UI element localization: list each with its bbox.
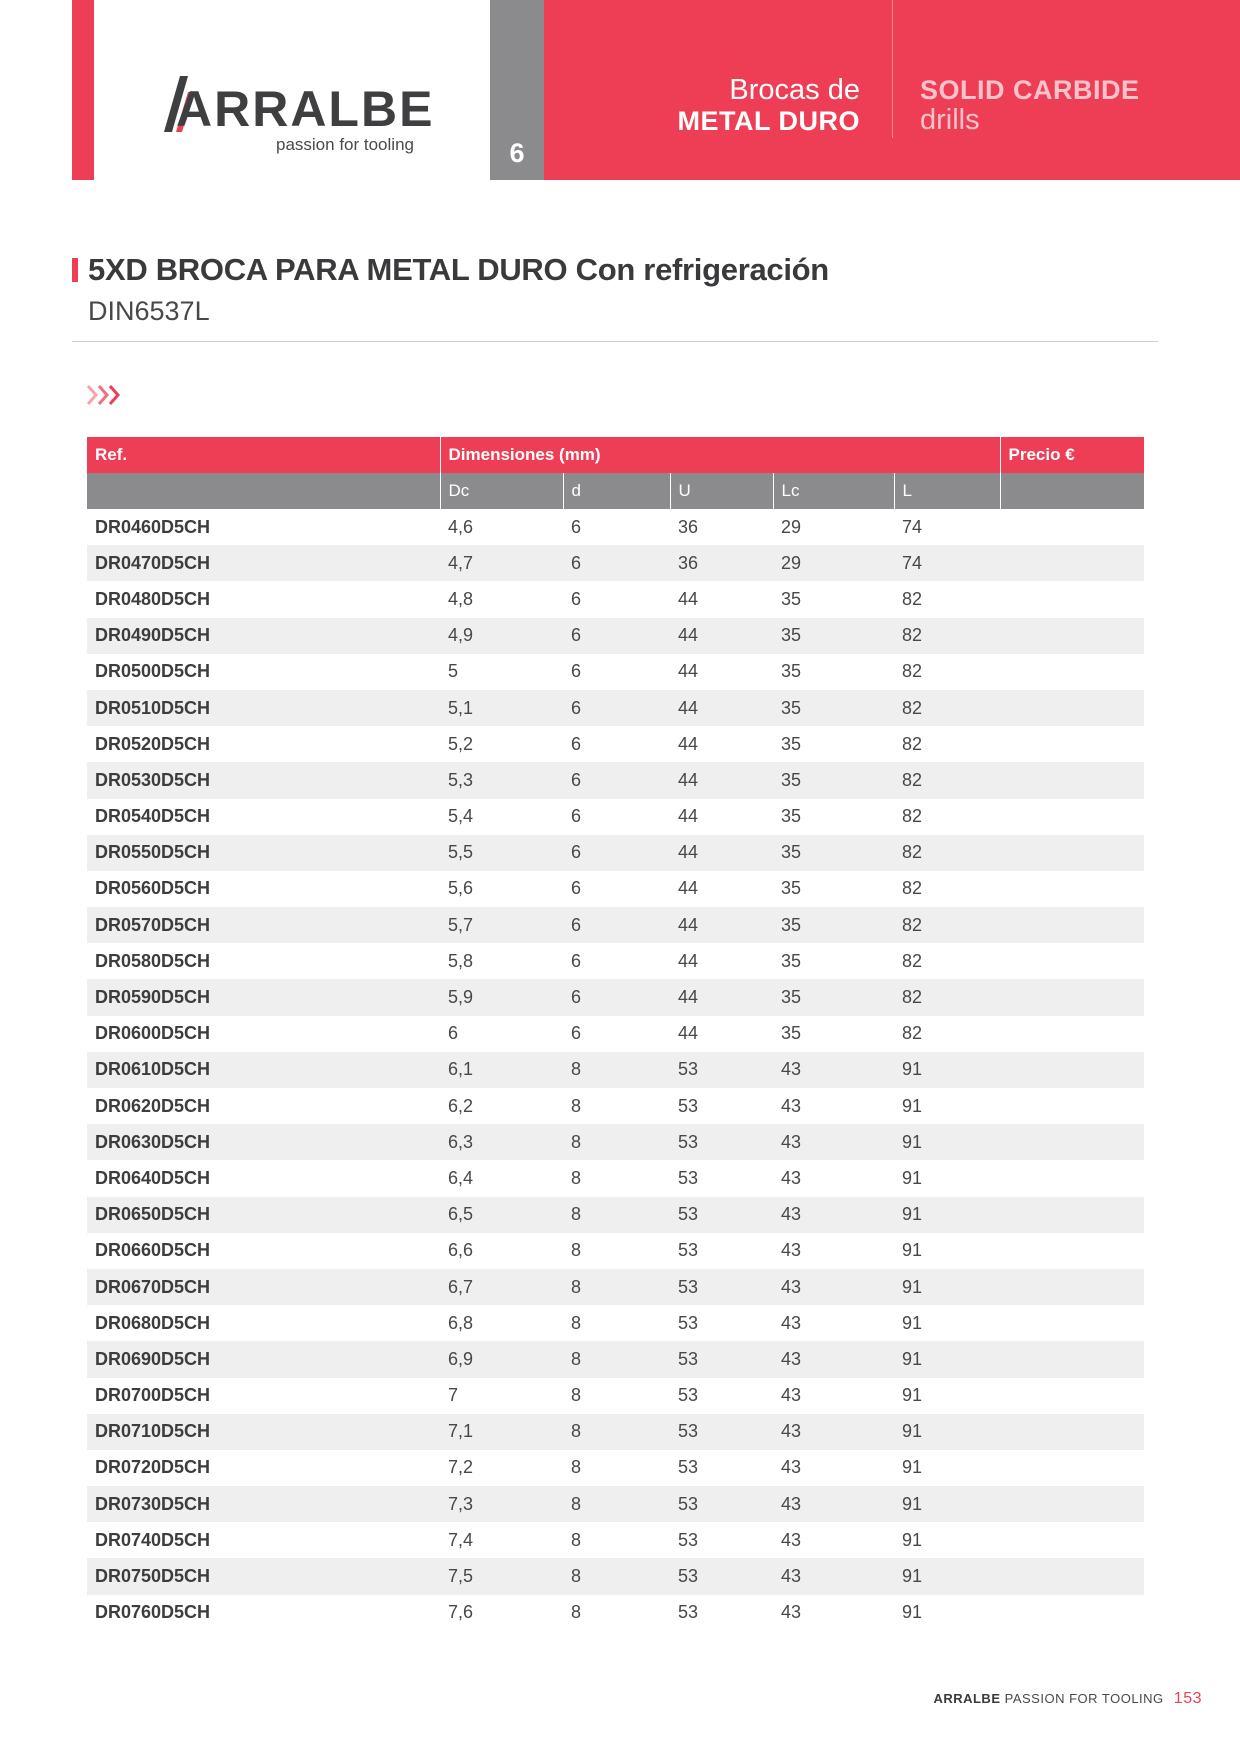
table-row <box>87 726 1144 762</box>
ref-subheader <box>87 473 440 509</box>
cell-u: 44 <box>670 762 773 798</box>
brand-logo <box>158 70 435 160</box>
cell-d: 8 <box>571 1602 582 1623</box>
cell-u: 44 <box>678 1023 699 1044</box>
cell-u: 53 <box>678 1240 699 1261</box>
cell-u: 53 <box>670 1486 773 1522</box>
brand-wordmark: ARRALBE <box>176 81 435 137</box>
cell-l: 74 <box>894 545 1000 581</box>
cell-ref: DR0630D5CH <box>87 1124 440 1160</box>
cell-lc: 29 <box>781 516 802 537</box>
cell-d: 8 <box>571 1457 582 1478</box>
cell-price <box>1000 1522 1144 1558</box>
cell-u: 53 <box>670 1558 773 1594</box>
cell-d: 8 <box>571 1167 582 1188</box>
cell-price <box>1000 1341 1144 1377</box>
cell-price <box>1000 1450 1144 1486</box>
cell-price <box>1000 1486 1144 1522</box>
chapter-number: 6 <box>509 138 525 168</box>
cell-lc: 35 <box>773 835 894 871</box>
cell-d: 8 <box>563 1052 670 1088</box>
cell-lc: 43 <box>773 1414 894 1450</box>
cell-d: 8 <box>563 1486 670 1522</box>
cell-ref: DR0700D5CH <box>95 1385 211 1406</box>
cell-d: 6 <box>563 762 670 798</box>
cell-ref: DR0550D5CH <box>87 835 440 871</box>
cell-l: 91 <box>902 1167 923 1188</box>
cell-u: 53 <box>678 1312 699 1333</box>
cell-dc: 4,7 <box>440 545 563 581</box>
table-row <box>87 1378 1144 1414</box>
table-row <box>87 1160 1144 1196</box>
cell-u: 36 <box>670 545 773 581</box>
cell-lc: 43 <box>781 1240 802 1261</box>
cell-price <box>1000 1124 1144 1160</box>
cell-lc: 35 <box>781 806 802 827</box>
table-row <box>87 762 1144 798</box>
table-row <box>87 871 1144 907</box>
cell-l: 91 <box>894 1197 1000 1233</box>
cell-d: 6 <box>563 618 670 654</box>
title-accent-mark <box>72 258 78 282</box>
table-row <box>87 1016 1144 1052</box>
cell-d: 6 <box>563 835 670 871</box>
cell-dc: 6,5 <box>440 1197 563 1233</box>
cell-u: 44 <box>678 878 699 899</box>
cell-ref: DR0480D5CH <box>95 588 211 609</box>
cell-dc: 5,7 <box>440 907 563 943</box>
page-footer <box>880 1691 1202 1707</box>
cell-d: 6 <box>571 950 582 971</box>
cell-ref: DR0710D5CH <box>87 1414 440 1450</box>
cell-price <box>1000 1160 1144 1196</box>
section-title-en-line2: drills <box>920 104 980 136</box>
cell-dc: 6,2 <box>448 1095 474 1116</box>
cell-u: 53 <box>678 1457 699 1478</box>
cell-price <box>1000 509 1144 545</box>
table-row <box>87 1305 1144 1341</box>
cell-l: 91 <box>894 1341 1000 1377</box>
cell-l: 91 <box>894 1052 1000 1088</box>
cell-dc: 7,5 <box>440 1558 563 1594</box>
price-header: Precio € <box>1000 437 1144 473</box>
cell-l: 91 <box>902 1095 923 1116</box>
table-row <box>87 1124 1144 1160</box>
ref-header: Ref. <box>87 437 440 473</box>
cell-ref: DR0690D5CH <box>87 1341 440 1377</box>
cell-dc: 6,6 <box>448 1240 474 1261</box>
cell-ref: DR0640D5CH <box>95 1167 211 1188</box>
cell-ref: DR0560D5CH <box>95 878 211 899</box>
cell-lc: 43 <box>781 1095 802 1116</box>
cell-l: 82 <box>894 762 1000 798</box>
product-table <box>87 437 1144 1631</box>
cell-ref: DR0730D5CH <box>87 1486 440 1522</box>
cell-u: 36 <box>678 516 699 537</box>
cell-dc: 7,2 <box>448 1457 474 1478</box>
table-row <box>87 1522 1144 1558</box>
subheader-u: U <box>670 473 773 509</box>
table-row <box>87 1052 1144 1088</box>
table-row <box>87 618 1144 654</box>
cell-price <box>1000 1558 1144 1594</box>
cell-dc: 4,8 <box>448 588 474 609</box>
table-row <box>87 1341 1144 1377</box>
cell-d: 8 <box>563 1341 670 1377</box>
cell-ref: DR0470D5CH <box>87 545 440 581</box>
cell-u: 53 <box>670 1124 773 1160</box>
cell-l: 91 <box>902 1385 923 1406</box>
table-subheader-row <box>87 473 1144 509</box>
cell-dc: 6,8 <box>448 1312 474 1333</box>
cell-price <box>1000 979 1144 1015</box>
section-title-es-line1: Brocas de <box>729 74 860 106</box>
cell-price <box>1000 907 1144 943</box>
cell-price <box>1000 871 1144 907</box>
cell-lc: 35 <box>781 661 802 682</box>
cell-d: 6 <box>571 733 582 754</box>
table-row <box>87 835 1144 871</box>
cell-lc: 43 <box>781 1457 802 1478</box>
cell-u: 53 <box>670 1197 773 1233</box>
cell-price <box>1000 1305 1144 1341</box>
cell-dc: 5,6 <box>448 878 474 899</box>
table-row <box>87 1486 1144 1522</box>
cell-ref: DR0660D5CH <box>95 1240 211 1261</box>
cell-price <box>1000 1378 1144 1414</box>
cell-dc: 6,9 <box>440 1341 563 1377</box>
cell-d: 6 <box>571 661 582 682</box>
cell-l: 82 <box>894 690 1000 726</box>
cell-u: 44 <box>670 907 773 943</box>
cell-price <box>1000 618 1144 654</box>
table-row <box>87 799 1144 835</box>
cell-dc: 5,2 <box>448 733 474 754</box>
cell-ref: DR0720D5CH <box>95 1457 211 1478</box>
cell-ref: DR0540D5CH <box>95 806 211 827</box>
cell-dc: 6,3 <box>440 1124 563 1160</box>
cell-d: 8 <box>571 1095 582 1116</box>
cell-d: 6 <box>571 878 582 899</box>
table-row <box>87 979 1144 1015</box>
cell-dc: 7,3 <box>440 1486 563 1522</box>
table-row <box>87 1269 1144 1305</box>
cell-d: 8 <box>563 1124 670 1160</box>
cell-lc: 29 <box>773 545 894 581</box>
cell-u: 53 <box>670 1414 773 1450</box>
cell-ref: DR0760D5CH <box>95 1602 211 1623</box>
cell-l: 91 <box>902 1457 923 1478</box>
cell-l: 82 <box>902 950 923 971</box>
cell-l: 91 <box>894 1486 1000 1522</box>
cell-dc: 6,7 <box>440 1269 563 1305</box>
cell-lc: 43 <box>773 1197 894 1233</box>
cell-l: 91 <box>902 1529 923 1550</box>
cell-lc: 43 <box>781 1602 802 1623</box>
cell-u: 44 <box>670 618 773 654</box>
standard-label: DIN6537L <box>88 296 210 326</box>
cell-price <box>1000 799 1144 835</box>
cell-price <box>1000 545 1144 581</box>
cell-d: 8 <box>563 1558 670 1594</box>
table-row <box>87 1233 1144 1269</box>
cell-l: 74 <box>902 516 923 537</box>
cell-dc: 7,4 <box>448 1529 474 1550</box>
page-number: 153 <box>1173 1690 1202 1707</box>
table-row <box>87 545 1144 581</box>
cell-u: 44 <box>670 690 773 726</box>
subheader-lc: Lc <box>773 473 894 509</box>
cell-ref: DR0490D5CH <box>87 618 440 654</box>
cell-lc: 43 <box>773 1124 894 1160</box>
section-title-en-line1: SOLID CARBIDE <box>920 75 1140 105</box>
cell-dc: 4,9 <box>440 618 563 654</box>
cell-u: 44 <box>678 733 699 754</box>
cell-lc: 43 <box>773 1052 894 1088</box>
cell-u: 53 <box>678 1602 699 1623</box>
cell-l: 91 <box>894 1269 1000 1305</box>
footer-slogan: PASSION FOR TOOLING <box>1004 1691 1164 1706</box>
cell-u: 53 <box>678 1167 699 1188</box>
cell-dc: 5,9 <box>440 979 563 1015</box>
cell-l: 91 <box>902 1312 923 1333</box>
cell-dc: 6,1 <box>440 1052 563 1088</box>
cell-u: 53 <box>670 1269 773 1305</box>
cell-u: 44 <box>678 588 699 609</box>
cell-l: 82 <box>902 661 923 682</box>
subheader-dc: Dc <box>440 473 563 509</box>
cell-d: 6 <box>563 907 670 943</box>
cell-ref: DR0500D5CH <box>95 661 211 682</box>
cell-ref: DR0590D5CH <box>87 979 440 1015</box>
cell-l: 82 <box>894 618 1000 654</box>
page-title: 5XD BROCA PARA METAL DURO Con refrigeración <box>88 252 829 287</box>
cell-ref: DR0610D5CH <box>87 1052 440 1088</box>
brand-tagline: passion for tooling <box>276 135 414 154</box>
price-subheader <box>1000 473 1144 509</box>
cell-dc: 5 <box>448 661 459 682</box>
cell-ref: DR0570D5CH <box>87 907 440 943</box>
cell-lc: 35 <box>773 690 894 726</box>
cell-price <box>1000 654 1144 690</box>
cell-l: 91 <box>902 1602 923 1623</box>
cell-l: 91 <box>902 1240 923 1261</box>
cell-lc: 43 <box>781 1312 802 1333</box>
cell-d: 8 <box>563 1414 670 1450</box>
cell-dc: 5,5 <box>440 835 563 871</box>
table-row <box>87 943 1144 979</box>
cell-l: 82 <box>902 878 923 899</box>
cell-d: 6 <box>571 806 582 827</box>
cell-lc: 43 <box>781 1167 802 1188</box>
table-row <box>87 1558 1144 1594</box>
cell-u: 53 <box>678 1385 699 1406</box>
cell-u: 44 <box>670 835 773 871</box>
cell-price <box>1000 1595 1144 1631</box>
cell-lc: 35 <box>781 733 802 754</box>
cell-l: 82 <box>902 733 923 754</box>
cell-l: 91 <box>894 1124 1000 1160</box>
subheader-l: L <box>894 473 1000 509</box>
table-row <box>87 1088 1144 1124</box>
cell-dc: 7,1 <box>440 1414 563 1450</box>
cell-ref: DR0650D5CH <box>87 1197 440 1233</box>
cell-price <box>1000 1088 1144 1124</box>
cell-lc: 43 <box>781 1385 802 1406</box>
cell-d: 6 <box>571 1023 582 1044</box>
cell-ref: DR0520D5CH <box>95 733 211 754</box>
cell-l: 82 <box>894 979 1000 1015</box>
cell-price <box>1000 690 1144 726</box>
cell-dc: 6,4 <box>448 1167 474 1188</box>
table-row <box>87 509 1144 545</box>
cell-ref: DR0740D5CH <box>95 1529 211 1550</box>
cell-ref: DR0580D5CH <box>95 950 211 971</box>
cell-l: 91 <box>894 1558 1000 1594</box>
cell-dc: 5,1 <box>440 690 563 726</box>
cell-ref: DR0460D5CH <box>95 516 211 537</box>
cell-d: 6 <box>563 545 670 581</box>
cell-lc: 43 <box>773 1558 894 1594</box>
table-row <box>87 654 1144 690</box>
cell-u: 44 <box>678 661 699 682</box>
table-body <box>87 509 1144 1631</box>
cell-u: 53 <box>670 1341 773 1377</box>
table-row <box>87 1197 1144 1233</box>
cell-l: 82 <box>894 835 1000 871</box>
cell-dc: 4,6 <box>448 516 474 537</box>
cell-u: 44 <box>678 950 699 971</box>
cell-lc: 43 <box>773 1341 894 1377</box>
cell-ref: DR0750D5CH <box>87 1558 440 1594</box>
cell-d: 6 <box>563 690 670 726</box>
table-row <box>87 690 1144 726</box>
cell-u: 53 <box>678 1529 699 1550</box>
cell-u: 53 <box>678 1095 699 1116</box>
cell-price <box>1000 726 1144 762</box>
cell-lc: 43 <box>773 1486 894 1522</box>
cell-lc: 43 <box>781 1529 802 1550</box>
cell-d: 6 <box>571 516 582 537</box>
cell-dc: 5,4 <box>448 806 474 827</box>
cell-d: 8 <box>571 1240 582 1261</box>
cell-dc: 5,3 <box>440 762 563 798</box>
cell-lc: 35 <box>773 762 894 798</box>
cell-l: 82 <box>902 588 923 609</box>
cell-price <box>1000 581 1144 617</box>
cell-l: 91 <box>894 1414 1000 1450</box>
cell-lc: 43 <box>773 1269 894 1305</box>
triple-chevron-icon <box>86 383 126 407</box>
cell-price <box>1000 1052 1144 1088</box>
cell-ref: DR0600D5CH <box>95 1023 211 1044</box>
cell-price <box>1000 1269 1144 1305</box>
cell-price <box>1000 1197 1144 1233</box>
cell-lc: 35 <box>781 878 802 899</box>
cell-u: 44 <box>678 806 699 827</box>
cell-price <box>1000 1016 1144 1052</box>
cell-dc: 7 <box>448 1385 459 1406</box>
cell-d: 6 <box>571 588 582 609</box>
footer-brand: ARRALBE <box>933 1691 1001 1706</box>
cell-l: 82 <box>902 806 923 827</box>
cell-price <box>1000 835 1144 871</box>
cell-dc: 6 <box>448 1023 459 1044</box>
header-left-accent-bar <box>72 0 94 180</box>
cell-lc: 35 <box>781 1023 802 1044</box>
cell-price <box>1000 1233 1144 1269</box>
cell-price <box>1000 1414 1144 1450</box>
cell-price <box>1000 943 1144 979</box>
cell-l: 82 <box>902 1023 923 1044</box>
cell-d: 8 <box>563 1269 670 1305</box>
cell-ref: DR0530D5CH <box>87 762 440 798</box>
table-row <box>87 1414 1144 1450</box>
table-row <box>87 907 1144 943</box>
cell-lc: 35 <box>773 907 894 943</box>
section-title-es-line2: METAL DURO <box>677 106 860 136</box>
cell-l: 82 <box>894 907 1000 943</box>
cell-d: 8 <box>563 1197 670 1233</box>
cell-d: 8 <box>571 1385 582 1406</box>
cell-d: 6 <box>563 979 670 1015</box>
table-header-row <box>87 437 1144 473</box>
dimensions-header: Dimensiones (mm) <box>440 437 1000 473</box>
cell-lc: 35 <box>781 950 802 971</box>
cell-ref: DR0620D5CH <box>95 1095 211 1116</box>
cell-lc: 35 <box>781 588 802 609</box>
cell-price <box>1000 762 1144 798</box>
cell-ref: DR0670D5CH <box>87 1269 440 1305</box>
subheader-d: d <box>563 473 670 509</box>
title-divider <box>72 341 1158 342</box>
cell-d: 8 <box>571 1312 582 1333</box>
table-row <box>87 1450 1144 1486</box>
cell-u: 44 <box>670 979 773 1015</box>
cell-u: 53 <box>670 1052 773 1088</box>
table-row <box>87 581 1144 617</box>
cell-lc: 35 <box>773 618 894 654</box>
cell-ref: DR0510D5CH <box>87 690 440 726</box>
cell-lc: 35 <box>773 979 894 1015</box>
cell-dc: 5,8 <box>448 950 474 971</box>
cell-dc: 7,6 <box>448 1602 474 1623</box>
cell-ref: DR0680D5CH <box>95 1312 211 1333</box>
header-divider <box>892 0 893 138</box>
table-row <box>87 1595 1144 1631</box>
cell-d: 8 <box>571 1529 582 1550</box>
